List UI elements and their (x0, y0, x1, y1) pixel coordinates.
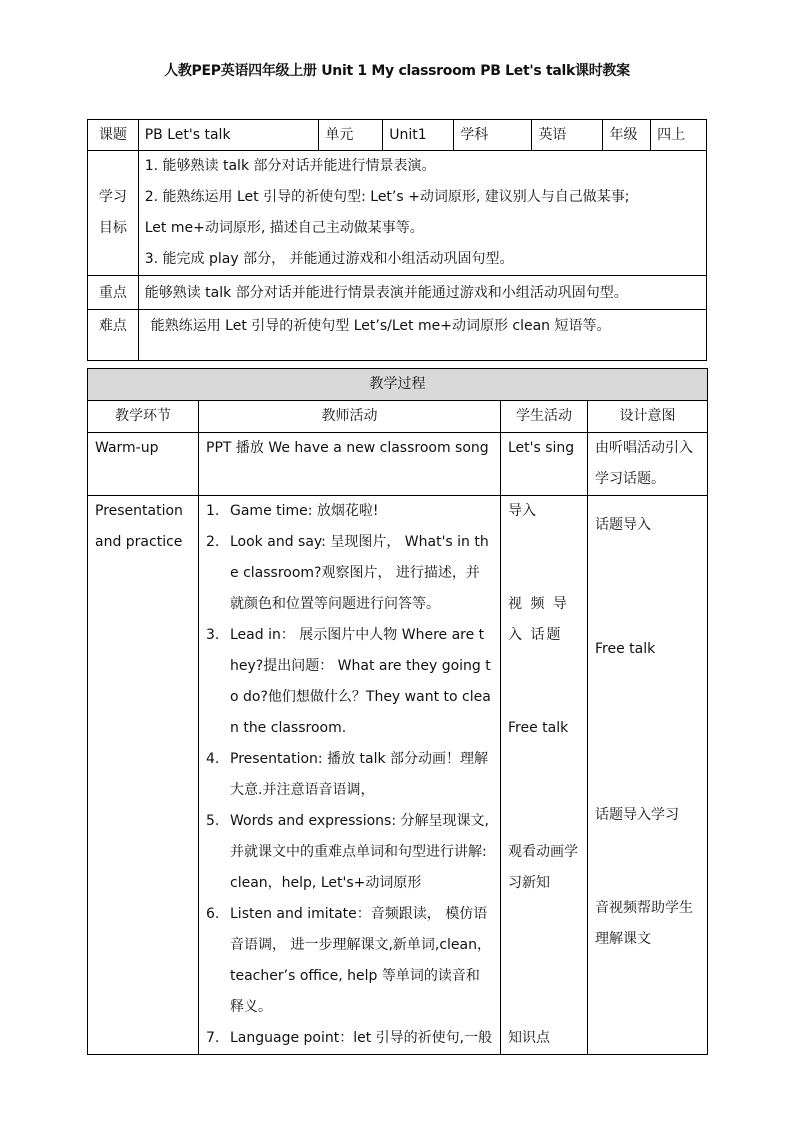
warmup-intent: 由听唱活动引入学习话题。 (588, 433, 708, 496)
goal-line: 3. 能完成 play 部分， 并能通过游戏和小组活动巩固句型。 (144, 251, 514, 267)
header-stage: 教学环节 (88, 401, 199, 433)
student-note: 视 频 导 入 话题 (508, 596, 569, 643)
header-student: 学生活动 (501, 401, 588, 433)
warmup-stage: Warm-up (88, 433, 199, 496)
info-row-goals (88, 151, 707, 276)
student-note: Free talk (508, 720, 569, 736)
student-note: 导入 (508, 503, 536, 519)
presentation-stage-line: and practice (95, 534, 183, 550)
list-item: 2. Look and say: 呈现图片， What's in the classroom?观察图片， 进行描述，并就颜色和位置等问题进行问答等。 (206, 534, 489, 612)
list-item: 4. Presentation: 播放 talk 部分动画！理解大意.并注意语音语调， (206, 751, 489, 798)
goals-cell (138, 151, 706, 276)
goal-line: 1. 能够熟读 talk 部分对话并能进行情景表演。 (144, 158, 436, 174)
presentation-stage (88, 496, 199, 1055)
goals-label-line: 学习 (98, 189, 127, 205)
intent-note: 音视频帮助学生理解课文 (595, 900, 693, 947)
list-item: 7. Language point：let 引导的祈使句,一般 (206, 1030, 493, 1046)
grade-label: 年级 (603, 120, 651, 151)
subject-label: 学科 (454, 120, 532, 151)
difficulty-label: 难点 (88, 310, 139, 361)
goal-line: Let me+动词原形, 描述自己主动做某事等。 (144, 220, 424, 236)
presentation-student (501, 496, 588, 1055)
key-label: 重点 (88, 276, 139, 310)
list-item: 5. Words and expressions: 分解呈现课文,并就课文中的重难点单词和句型进行讲解: clean，help, Let's+动词原形 (206, 813, 489, 891)
info-row-difficulty (88, 310, 707, 361)
process-section-title: 教学过程 (88, 369, 708, 401)
presentation-teacher (199, 496, 501, 1055)
presentation-row (88, 496, 708, 1055)
presentation-intent (588, 496, 708, 1055)
teacher-activity-list (206, 496, 493, 1054)
header-teacher: 教师活动 (199, 401, 501, 433)
process-header-row (88, 401, 708, 433)
info-row-key (88, 276, 707, 310)
process-section-row (88, 369, 708, 401)
document-title: 人教PEP英语四年级上册 Unit 1 My classroom PB Let's talk课时教案 (164, 63, 630, 79)
student-note: 知识点 (508, 1030, 550, 1046)
grade-value: 四上 (651, 120, 707, 151)
intent-note: Free talk (595, 641, 656, 657)
goals-label (88, 151, 139, 276)
intent-note: 话题导入学习 (595, 807, 679, 823)
presentation-stage-line: Presentation (95, 503, 183, 519)
student-note: 观看动画学习新知 (508, 844, 578, 891)
lesson-info-table (87, 119, 707, 361)
info-row-meta (88, 120, 707, 151)
list-item: 1. Game time: 放烟花啦! (206, 503, 379, 519)
subject-value: 英语 (532, 120, 603, 151)
unit-value: Unit1 (383, 120, 454, 151)
topic-value: PB Let's talk (138, 120, 319, 151)
key-value: 能够熟读 talk 部分对话并能进行情景表演并能通过游戏和小组活动巩固句型。 (138, 276, 706, 310)
topic-label: 课题 (88, 120, 139, 151)
goal-line: 2. 能熟练运用 Let 引导的祈使句型: Let’s +动词原形, 建议别人与自己做某事; (144, 189, 630, 205)
list-item: 3. Lead in： 展示图片中人物 Where are they?提出问题： What are they going to do?他们想做什么？They want to clean the classroom. (206, 627, 491, 736)
difficulty-value: 能熟练运用 Let 引导的祈使句型 Let’s/Let me+动词原形 clean 短语等。 (138, 310, 706, 361)
warmup-student: Let's sing (501, 433, 588, 496)
teaching-process-table (87, 368, 708, 1055)
intent-note: 话题导入 (595, 517, 651, 533)
unit-label: 单元 (319, 120, 383, 151)
warmup-row (88, 433, 708, 496)
warmup-teacher: PPT 播放 We have a new classroom song (199, 433, 501, 496)
goals-label-line: 目标 (98, 220, 127, 236)
list-item: 6. Listen and imitate：音频跟读， 模仿语音语调， 进一步理解课文,新单词,clean， teacher’s office, help 等单词的读音和释义。 (206, 906, 492, 1015)
header-intent: 设计意图 (588, 401, 708, 433)
